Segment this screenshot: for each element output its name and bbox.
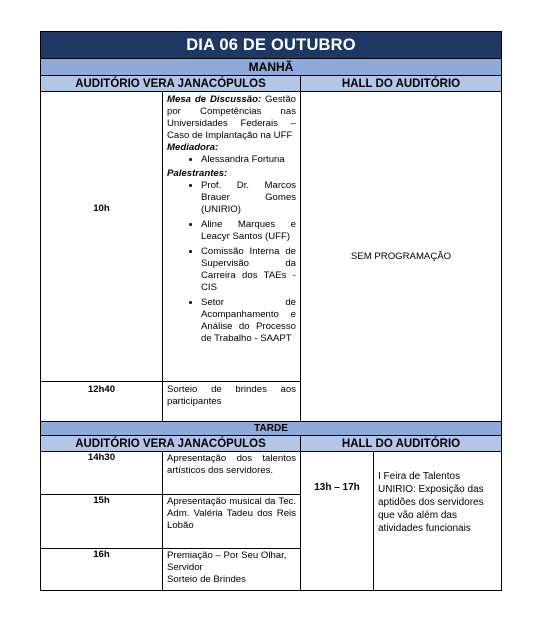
schedule-sheet — [40, 31, 501, 591]
palestrantes-label: Palestrantes: — [167, 168, 228, 179]
schedule-table — [40, 31, 502, 591]
premiacao-cell — [163, 549, 301, 591]
hall-morning-cell: SEM PROGRAMAÇÃO — [301, 92, 502, 422]
mesa-topic: Gestão por Competências nas Universidades Federais – Caso de Implantação na UFF — [167, 94, 296, 141]
mediadora-list — [167, 154, 296, 166]
header-hall-afternoon: HALL DO AUDITÓRIO — [301, 436, 502, 452]
time-16h: 16h — [41, 549, 163, 591]
premiacao-line: Premiação – Por Seu Olhar, Servidor — [167, 550, 287, 573]
header-hall-morning: HALL DO AUDITÓRIO — [301, 76, 502, 92]
mediadora-label: Mediadora: — [167, 142, 219, 153]
page-title: DIA 06 DE OUTUBRO — [41, 32, 502, 59]
apresentacao-musical-cell: Apresentação musical da Tec. Adm. Valéria Tadeu dos Reis Lobão — [163, 495, 301, 549]
sorteio-line: Sorteio de Brindes — [167, 574, 246, 585]
period-morning: MANHÃ — [41, 59, 502, 76]
list-item: • Comissão Interna de Supervisão da Carreira dos TAEs - CIS — [201, 246, 296, 294]
palestrantes-list — [167, 180, 296, 345]
hall-time-range: 13h – 17h — [301, 452, 374, 591]
period-afternoon: TARDE — [41, 422, 502, 436]
sorteio-brindes-cell: Sorteio de brindes aos participantes — [163, 382, 301, 422]
feira-talentos-cell: I Feira de Talentos UNIRIO: Exposição das aptidões dos servidores que vão além das atividades funcionais — [374, 452, 502, 591]
mesa-label: Mesa de Discussão: — [167, 94, 262, 105]
header-auditorio-morning: AUDITÓRIO VERA JANACÓPULOS — [41, 76, 301, 92]
mesa-discussao-cell — [163, 92, 301, 382]
list-item: • Prof. Dr. Marcos Brauer Gomes (UNIRIO) — [201, 180, 296, 216]
list-item: • Alessandra Fortuna — [201, 154, 296, 166]
mesa-discussao-text — [167, 94, 296, 142]
time-10h: 10h — [41, 92, 163, 382]
list-item: • Aline Marques e Leacyr Santos (UFF) — [201, 219, 296, 243]
time-12h40: 12h40 — [41, 382, 163, 422]
time-14h30: 14h30 — [41, 452, 163, 495]
talentos-artisticos-cell: Apresentação dos talentos artísticos dos servidores. — [163, 452, 301, 495]
time-15h: 15h — [41, 495, 163, 549]
list-item: • Setor de Acompanhamento e Análise do Processo de Trabalho - SAAPT — [201, 297, 296, 345]
header-auditorio-afternoon: AUDITÓRIO VERA JANACÓPULOS — [41, 436, 301, 452]
